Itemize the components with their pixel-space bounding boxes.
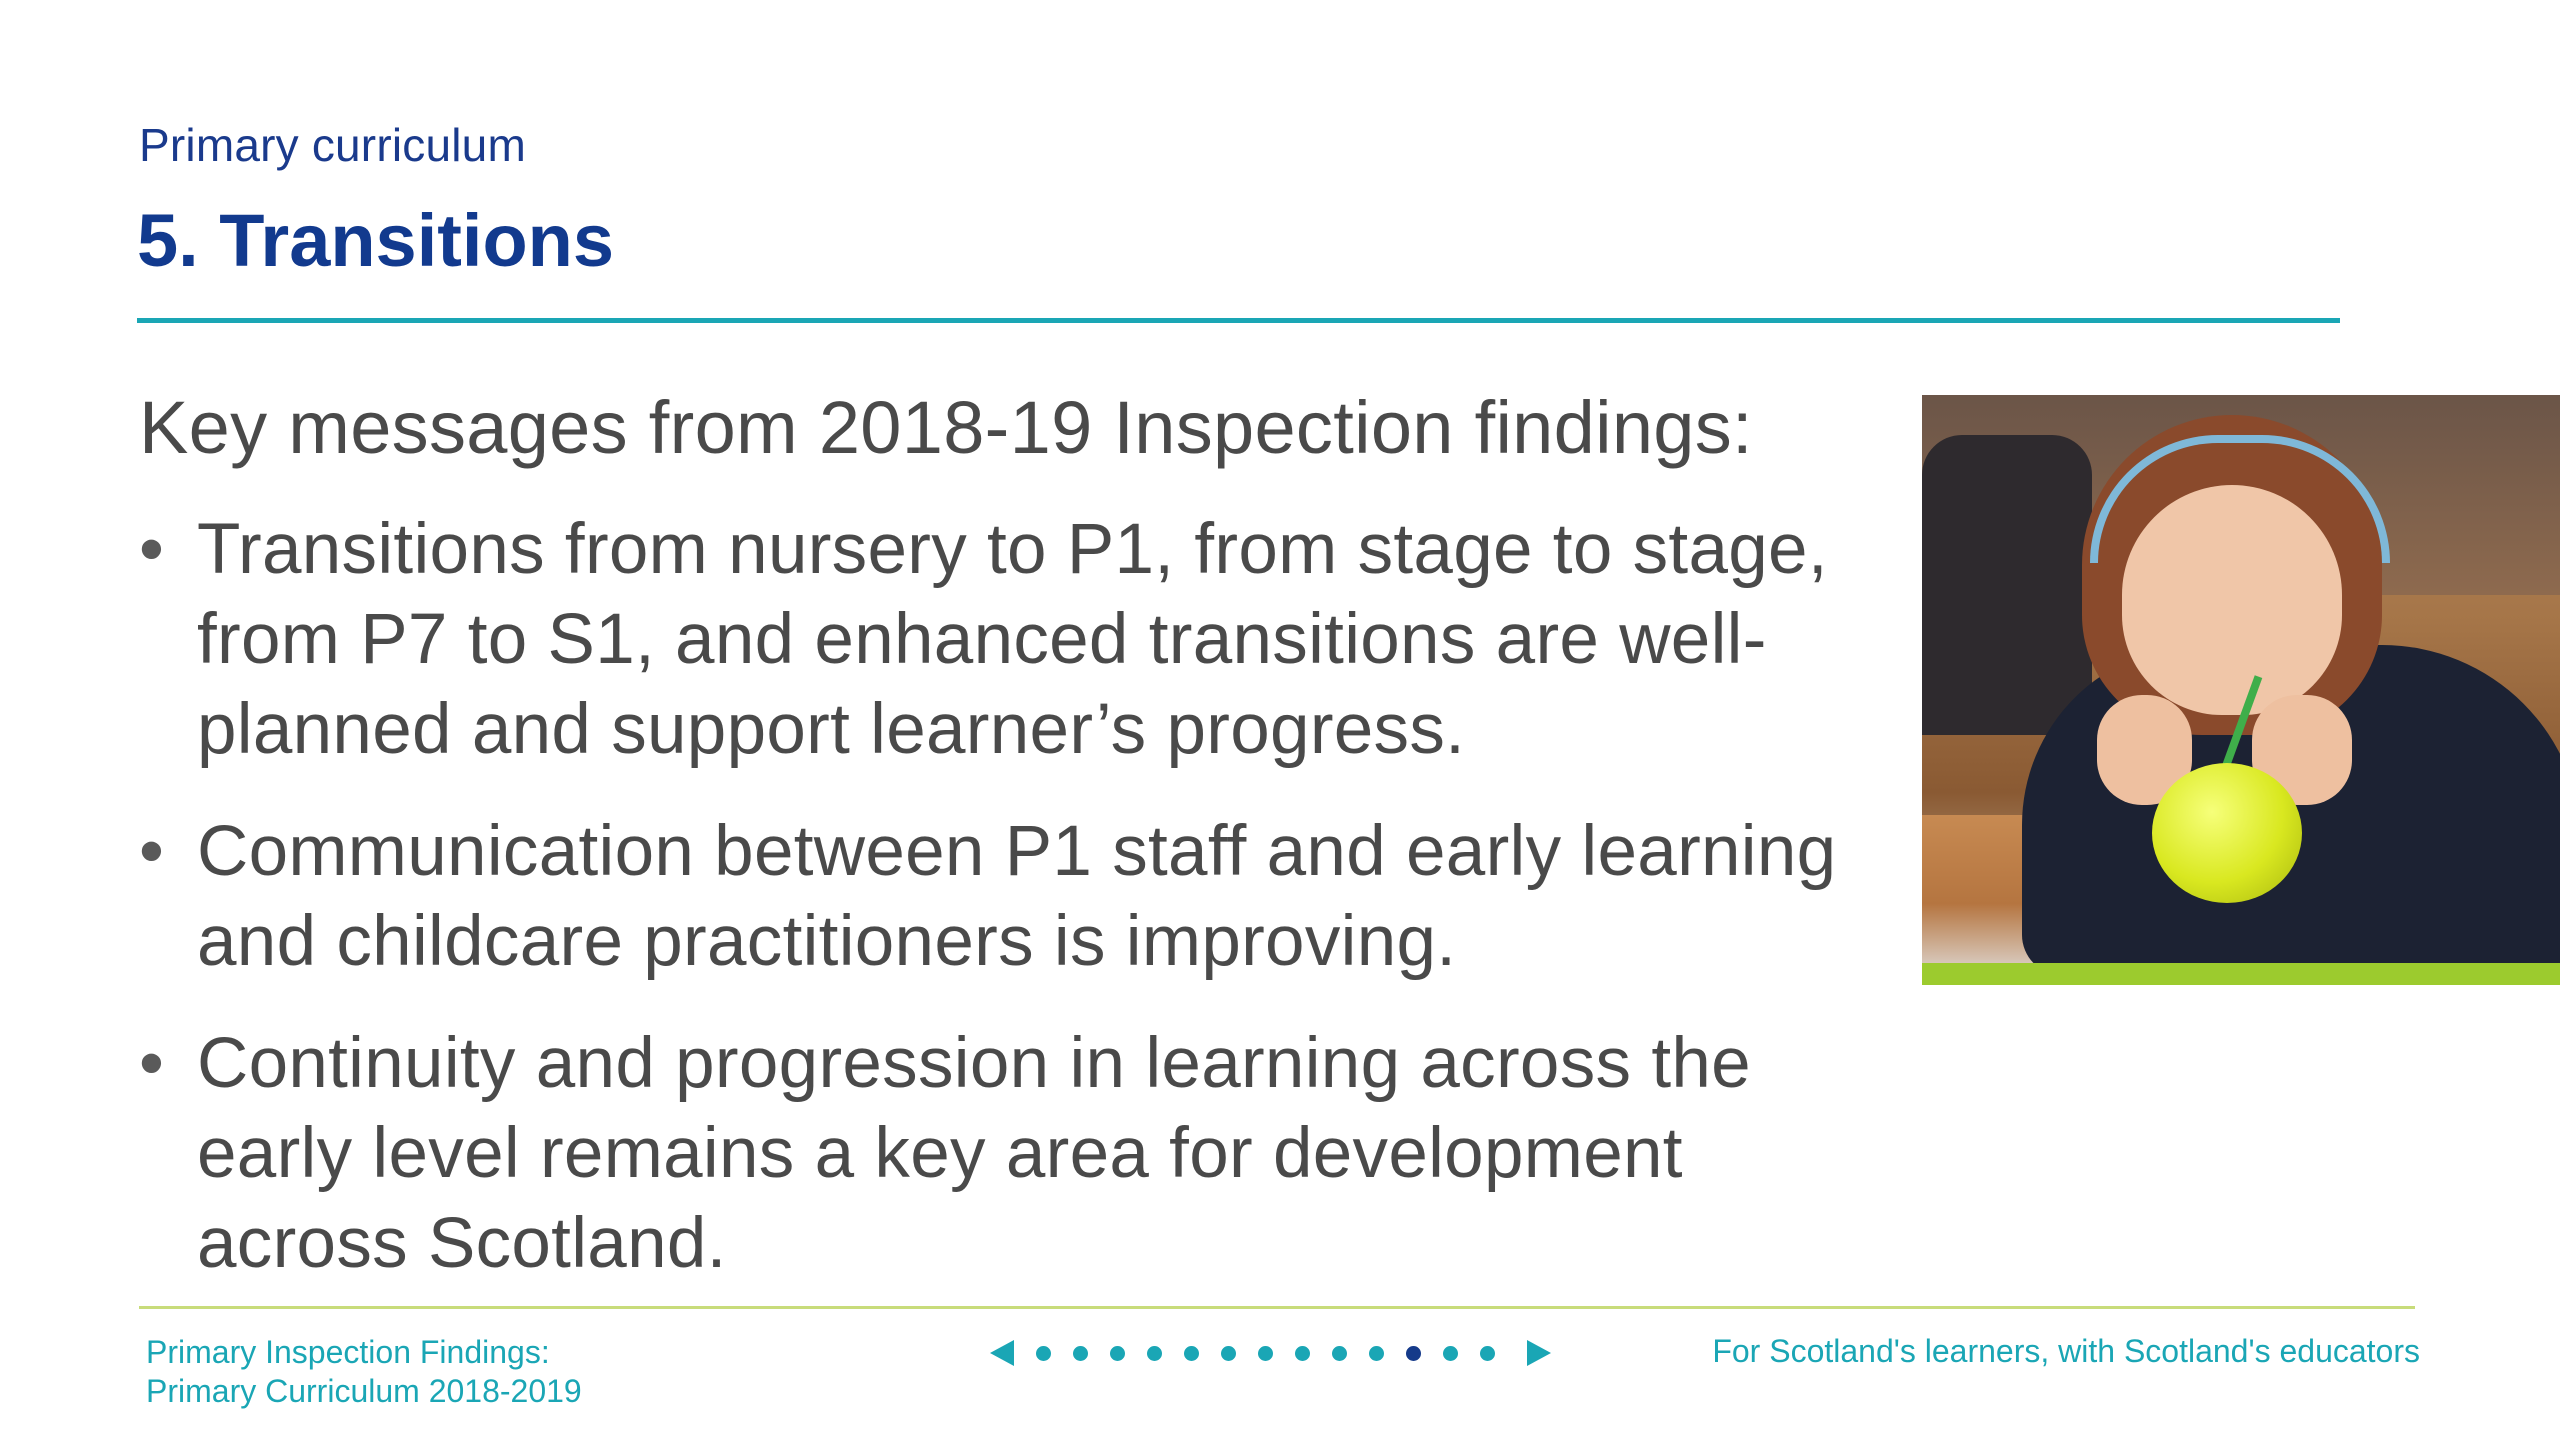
photo-accent-bar (1922, 963, 2560, 985)
bullet-item (139, 505, 1839, 775)
pager-dot[interactable] (1369, 1346, 1384, 1361)
pager-dot[interactable] (1443, 1346, 1458, 1361)
pager-dot[interactable] (1221, 1346, 1236, 1361)
photo-background-figure (1922, 435, 2092, 735)
bullet-text: Continuity and progression in learning across the early level remains a key area for development across Scotland. (197, 1024, 1751, 1283)
pager-dot[interactable] (1184, 1346, 1199, 1361)
pager-dot[interactable] (1480, 1346, 1495, 1361)
pager-dot[interactable] (1332, 1346, 1347, 1361)
photo-frame (1922, 395, 2560, 990)
lead-text: Key messages from 2018-19 Inspection findings: (139, 386, 1753, 469)
pager-dot[interactable] (1406, 1346, 1421, 1361)
triangle-left-icon[interactable] (990, 1340, 1014, 1366)
section-kicker: Primary curriculum (139, 119, 526, 171)
bullet-item (139, 1019, 1839, 1289)
pager-dot[interactable] (1036, 1346, 1051, 1361)
bullet-list (139, 505, 1839, 1321)
footer-line-2: Primary Curriculum 2018-2019 (146, 1373, 582, 1409)
bullet-dot-icon: • (139, 812, 165, 891)
slide-pager (990, 1335, 1551, 1371)
bullet-text: Transitions from nursery to P1, from stage to stage, from P7 to S1, and enhanced transitions are well-planned and support learner’s progress. (197, 510, 1828, 769)
child-balloon-photo (1922, 395, 2560, 963)
footer-line-1: Primary Inspection Findings: (146, 1334, 550, 1370)
bullet-dot-icon: • (139, 510, 165, 589)
photo-balloon (2152, 763, 2302, 903)
bullet-dot-icon: • (139, 1024, 165, 1103)
triangle-right-icon[interactable] (1527, 1340, 1551, 1366)
pager-dot[interactable] (1258, 1346, 1273, 1361)
pager-dot[interactable] (1295, 1346, 1310, 1361)
pager-dot[interactable] (1147, 1346, 1162, 1361)
pager-dot[interactable] (1110, 1346, 1125, 1361)
title-divider (137, 318, 2340, 323)
footer-publication (146, 1333, 582, 1411)
bullet-item (139, 807, 1839, 987)
bullet-text: Communication between P1 staff and early learning and childcare practitioners is improving. (197, 812, 1837, 981)
pager-dot[interactable] (1073, 1346, 1088, 1361)
page-title: 5. Transitions (137, 199, 615, 282)
footer-divider (139, 1306, 2415, 1309)
footer-tagline: For Scotland's learners, with Scotland's educators (1712, 1333, 2420, 1369)
